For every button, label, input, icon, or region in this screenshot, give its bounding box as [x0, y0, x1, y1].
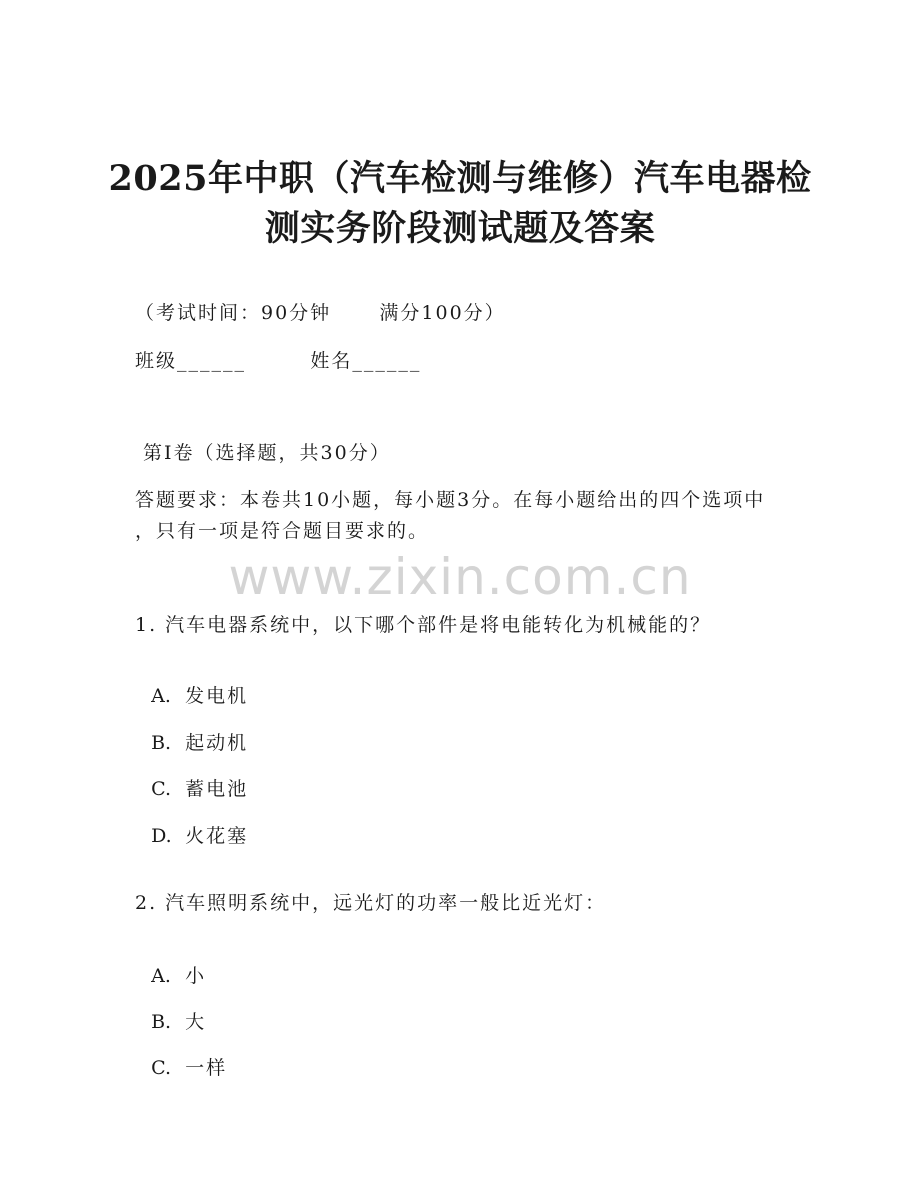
- question-1-stem: 1. 汽车电器系统中，以下哪个部件是将电能转化为机械能的？: [135, 614, 712, 636]
- option-text: 起动机: [185, 732, 249, 754]
- option-text: 一样: [185, 1057, 228, 1079]
- option-text: 发电机: [185, 685, 249, 707]
- instructions-line-2: ，只有一项是符合题目要求的。: [135, 520, 430, 542]
- question-2-option-b: [135, 983, 206, 1035]
- option-label: B.: [151, 732, 172, 754]
- question-1-option-b: [135, 704, 248, 756]
- question-2-option-c: [135, 1029, 227, 1081]
- option-label: A.: [151, 685, 171, 707]
- option-label: A.: [151, 965, 171, 987]
- option-label: C.: [151, 778, 171, 800]
- option-text: 火花塞: [185, 825, 249, 847]
- option-label: B.: [151, 1011, 172, 1033]
- document-title-line-1: 2025年中职（汽车检测与维修）汽车电器检: [108, 158, 812, 199]
- question-2-option-a: [135, 937, 206, 989]
- option-text: 大: [185, 1011, 207, 1033]
- question-1-option-a: [135, 657, 248, 709]
- document-title-line-2: 测实务阶段测试题及答案: [264, 208, 656, 249]
- watermark-text: www.zixin.com.cn: [228, 548, 692, 606]
- option-label: C.: [151, 1057, 171, 1079]
- option-label: D.: [151, 825, 172, 847]
- section-heading: 第Ⅰ卷（选择题，共30分）: [135, 442, 391, 464]
- option-text: 蓄电池: [185, 778, 249, 800]
- instructions-line-1: 答题要求：本卷共10小题，每小题3分。在每小题给出的四个选项中: [135, 489, 766, 511]
- question-1-option-c: [135, 750, 248, 802]
- question-2-stem: 2. 汽车照明系统中，远光灯的功率一般比近光灯：: [135, 892, 607, 914]
- question-1-option-d: [135, 797, 248, 849]
- class-name-field: 班级______ 姓名______: [135, 350, 422, 372]
- exam-info: （考试时间：90分钟 满分100分）: [135, 302, 506, 324]
- option-text: 小: [185, 965, 207, 987]
